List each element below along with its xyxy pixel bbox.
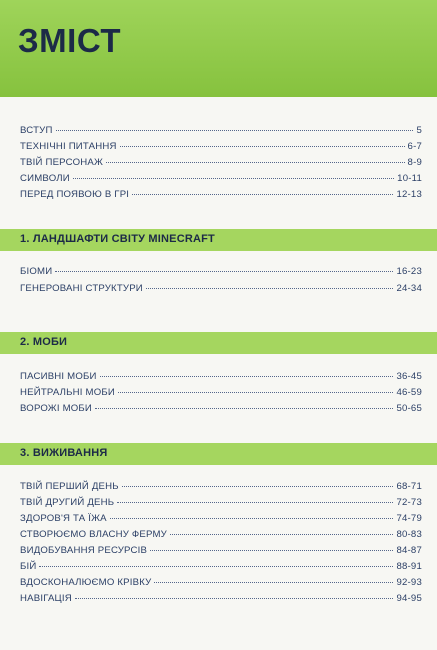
- toc-label: СТВОРЮЄМО ВЛАСНУ ФЕРМУ: [20, 529, 167, 540]
- toc-page: 12-13: [396, 189, 422, 200]
- dot-leader: [118, 392, 394, 393]
- toc-row-mining[interactable]: [20, 545, 422, 556]
- toc-row-biomes[interactable]: [20, 266, 422, 277]
- toc-label: ГЕНЕРОВАНІ СТРУКТУРИ: [20, 283, 143, 294]
- toc-page: 10-11: [397, 173, 422, 184]
- toc-page: 84-87: [396, 545, 422, 556]
- toc-row-tech[interactable]: [20, 141, 422, 152]
- toc-page: 8-9: [407, 157, 422, 168]
- toc-label: ТВІЙ ДРУГИЙ ДЕНЬ: [20, 497, 115, 508]
- dot-leader: [132, 194, 393, 195]
- dot-leader: [56, 130, 414, 131]
- toc-page: 5: [416, 125, 422, 136]
- toc-row-second-day[interactable]: [20, 497, 422, 508]
- toc-page: 80-83: [396, 529, 422, 540]
- toc-label: ПЕРЕД ПОЯВОЮ В ГРІ: [20, 189, 130, 200]
- toc-row-combat[interactable]: [20, 561, 422, 572]
- toc-label: ПАСИВНІ МОБИ: [20, 371, 97, 382]
- section-title: 1. ЛАНДШАФТИ СВІТУ MINECRAFT: [20, 233, 215, 245]
- toc-row-character[interactable]: [20, 157, 422, 168]
- dot-leader: [55, 271, 393, 272]
- toc-page: 68-71: [396, 481, 422, 492]
- toc-page: 50-65: [396, 403, 422, 414]
- toc-row-farm[interactable]: [20, 529, 422, 540]
- section-band-2: [0, 332, 437, 354]
- toc-page: 16-23: [396, 266, 422, 277]
- dot-leader: [170, 534, 393, 535]
- toc-page: 74-79: [396, 513, 422, 524]
- toc-row-first-day[interactable]: [20, 481, 422, 492]
- section-band-3: [0, 443, 437, 465]
- toc-label: ЗДОРОВ'Я ТА ЇЖА: [20, 513, 107, 524]
- page-title: ЗМІСТ: [18, 22, 121, 59]
- toc-row-symbols[interactable]: [20, 173, 422, 184]
- toc-label: НАВІГАЦІЯ: [20, 593, 72, 604]
- toc-page: 72-73: [396, 497, 422, 508]
- toc-row-health-food[interactable]: [20, 513, 422, 524]
- toc-label: ТЕХНІЧНІ ПИТАННЯ: [20, 141, 117, 152]
- dot-leader: [73, 178, 394, 179]
- dot-leader: [75, 598, 394, 599]
- section-band-1: [0, 229, 437, 251]
- toc-label: ВИДОБУВАННЯ РЕСУРСІВ: [20, 545, 148, 556]
- toc-label: СИМВОЛИ: [20, 173, 70, 184]
- toc-row-passive[interactable]: [20, 371, 422, 382]
- toc-label: БІЙ: [20, 561, 37, 572]
- dot-leader: [150, 550, 393, 551]
- dot-leader: [106, 162, 404, 163]
- dot-leader: [100, 376, 394, 377]
- toc-label: ВДОСКОНАЛЮЄМО КРІВКУ: [20, 577, 152, 588]
- toc-label: НЕЙТРАЛЬНІ МОБИ: [20, 387, 115, 398]
- dot-leader: [154, 582, 393, 583]
- toc-row-structures[interactable]: [20, 283, 422, 294]
- toc-row-shelter[interactable]: [20, 577, 422, 588]
- toc-label: ТВІЙ ПЕРШИЙ ДЕНЬ: [20, 481, 119, 492]
- dot-leader: [120, 146, 405, 147]
- toc-row-hostile[interactable]: [20, 403, 422, 414]
- toc-page: 94-95: [396, 593, 422, 604]
- toc-page: 6-7: [407, 141, 422, 152]
- dot-leader: [122, 486, 394, 487]
- toc-label: ВСТУП: [20, 125, 53, 136]
- section-title: 3. ВИЖИВАННЯ: [20, 447, 108, 459]
- toc-label: БІОМИ: [20, 266, 53, 277]
- toc-label: ВОРОЖІ МОБИ: [20, 403, 93, 414]
- toc-label: ТВІЙ ПЕРСОНАЖ: [20, 157, 104, 168]
- toc-page: 92-93: [396, 577, 422, 588]
- toc-page: 46-59: [396, 387, 422, 398]
- toc-page: 88-91: [396, 561, 422, 572]
- dot-leader: [117, 502, 393, 503]
- toc-row-neutral[interactable]: [20, 387, 422, 398]
- dot-leader: [39, 566, 393, 567]
- dot-leader: [146, 288, 394, 289]
- section-title: 2. МОБИ: [20, 336, 68, 348]
- dot-leader: [95, 408, 393, 409]
- toc-row-before-game[interactable]: [20, 189, 422, 200]
- dot-leader: [110, 518, 394, 519]
- toc-row-intro[interactable]: [20, 125, 422, 136]
- toc-row-navigation[interactable]: [20, 593, 422, 604]
- toc-page: 36-45: [396, 371, 422, 382]
- toc-page: 24-34: [396, 283, 422, 294]
